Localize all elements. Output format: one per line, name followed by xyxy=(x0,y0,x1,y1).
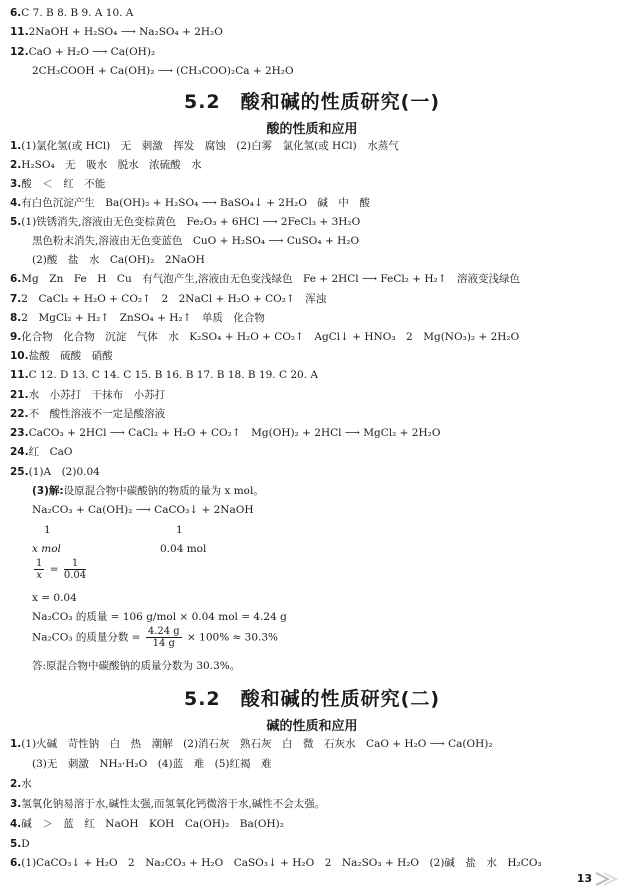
equals-sign: = xyxy=(49,563,59,576)
section-subtitle-1: 酸的性质和应用 xyxy=(266,122,358,137)
answer-line: (2)酸 盐 水 Ca(OH)₂ 2NaOH xyxy=(32,254,205,266)
fraction-den: 14 g xyxy=(152,638,175,649)
answer-line: 10.盐酸 硫酸 硝酸 xyxy=(10,350,113,362)
ratio-right-den: 0.04 xyxy=(63,570,87,581)
answer-line: 2.水 xyxy=(10,778,32,790)
answer-line: 21.水 小苏打 干抹布 小苏打 xyxy=(10,389,166,401)
answer-line-6: 6.C 7. B 8. B 9. A 10. A xyxy=(10,7,134,19)
answer-line: (3)无 刺激 NH₃·H₂O (4)蓝 难 (5)红褐 难 xyxy=(32,758,272,770)
ratio-left-num: 1 xyxy=(36,558,43,569)
answer-statement: 答:原混合物中碳酸钠的质量分数为 30.3%。 xyxy=(32,660,241,672)
ratio-left-den: x xyxy=(36,570,42,581)
answer-line: 5.D xyxy=(10,838,30,850)
answer-line: 4.有白色沉淀产生 Ba(OH)₂ + H₂SO₄ ⟶ BaSO₄↓ + 2H₂O 碱 中 酸 xyxy=(10,197,370,209)
answer-line: 3.酸 ＜ 红 不能 xyxy=(10,178,106,190)
x-mol: x mol xyxy=(32,543,61,555)
page-number: 13 xyxy=(576,872,592,885)
answer-line: 22.不 酸性溶液不一定是酸溶液 xyxy=(10,408,166,420)
answer-line: 3.氢氧化钠易溶于水,碱性太强,而氢氧化钙微溶于水,碱性不会太强。 xyxy=(10,798,326,810)
mass-line: Na₂CO₃ 的质量 = 106 g/mol × 0.04 mol = 4.24 g xyxy=(32,611,287,623)
answer-line: 25.(1)A (2)0.04 xyxy=(10,466,100,478)
section-subtitle-2: 碱的性质和应用 xyxy=(266,719,358,734)
answer-line: 7.2 CaCl₂ + H₂O + CO₂↑ 2 2NaCl + H₂O + CO₂↑ 浑浊 xyxy=(10,293,327,305)
ratio-equation xyxy=(32,558,88,581)
answer-line: 11.C 12. D 13. C 14. C 15. B 16. B 17. B 18. B 19. C 20. A xyxy=(10,369,318,381)
answer-line: 8.2 MgCl₂ + H₂↑ ZnSO₄ + H₂↑ 单质 化合物 xyxy=(10,312,265,324)
x-result: x = 0.04 xyxy=(32,592,77,604)
answer-line: 黑色粉末消失,溶液由无色变蓝色 CuO + H₂SO₄ ⟶ CuSO₄ + H₂O xyxy=(32,235,360,247)
answer-line: 6.Mg Zn Fe H Cu 有气泡产生,溶液由无色变浅绿色 Fe + 2HCl ⟶ FeCl₂ + H₂↑ 溶液变浅绿色 xyxy=(10,273,521,285)
answer-line-11: 11.2NaOH + H₂SO₄ ⟶ Na₂SO₄ + 2H₂O xyxy=(10,26,223,38)
answer-line: 2.H₂SO₄ 无 吸水 脱水 浓硫酸 水 xyxy=(10,159,202,171)
answer-line-12b: 2CH₃COOH + Ca(OH)₂ ⟶ (CH₃COO)₂Ca + 2H₂O xyxy=(32,65,294,77)
fraction-suffix: × 100% ≈ 30.3% xyxy=(187,631,279,644)
answer-line: 6.(1)CaCO₃↓ + H₂O 2 Na₂CO₃ + H₂O CaSO₃↓ + H₂O 2 Na₂SO₃ + H₂O (2)碱 盐 水 H₂CO₃ xyxy=(10,857,542,869)
solution-equation: Na₂CO₃ + Ca(OH)₂ ⟶ CaCO₃↓ + 2NaOH xyxy=(32,504,254,516)
answer-line: 9.化合物 化合物 沉淀 气体 水 K₂SO₄ + H₂O + CO₂↑ AgCl↓ + HNO₃ 2 Mg(NO₃)₂ + 2H₂O xyxy=(10,331,520,343)
coef-2: 1 xyxy=(176,524,183,536)
fraction-prefix: Na₂CO₃ 的质量分数 = xyxy=(32,631,141,644)
mol-004: 0.04 mol xyxy=(160,543,207,555)
ratio-right-num: 1 xyxy=(64,558,86,570)
answer-line: 4.碱 ＞ 蓝 红 NaOH KOH Ca(OH)₂ Ba(OH)₂ xyxy=(10,818,284,830)
answer-line: 1.(1)火碱 苛性钠 白 热 潮解 (2)消石灰 熟石灰 白 微 石灰水 CaO + H₂O ⟶ Ca(OH)₂ xyxy=(10,738,493,750)
answer-line-12: 12.CaO + H₂O ⟶ Ca(OH)₂ xyxy=(10,46,156,58)
answer-line: 24.红 CaO xyxy=(10,446,73,458)
solution-intro: (3)解:设原混合物中碳酸钠的物质的量为 x mol。 xyxy=(32,485,264,497)
fraction-num: 4.24 g xyxy=(147,626,180,637)
page-corner-decoration xyxy=(594,869,618,889)
answer-line: 23.CaCO₃ + 2HCl ⟶ CaCl₂ + H₂O + CO₂↑ Mg(OH)₂ + 2HCl ⟶ MgCl₂ + 2H₂O xyxy=(10,427,441,439)
section-title-2: 5.2 酸和碱的性质研究(二) xyxy=(183,688,441,710)
coef-1: 1 xyxy=(44,524,51,536)
section-title-1: 5.2 酸和碱的性质研究(一) xyxy=(183,91,441,113)
answer-line: 5.(1)铁锈消失,溶液由无色变棕黄色 Fe₂O₃ + 6HCl ⟶ 2FeCl₃ + 3H₂O xyxy=(10,216,361,228)
answer-line: 1.(1)氯化氢(或 HCl) 无 刺激 挥发 腐蚀 (2)白雾 氯化氢(或 HCl) 水蒸气 xyxy=(10,140,399,152)
fraction-line xyxy=(32,626,278,649)
